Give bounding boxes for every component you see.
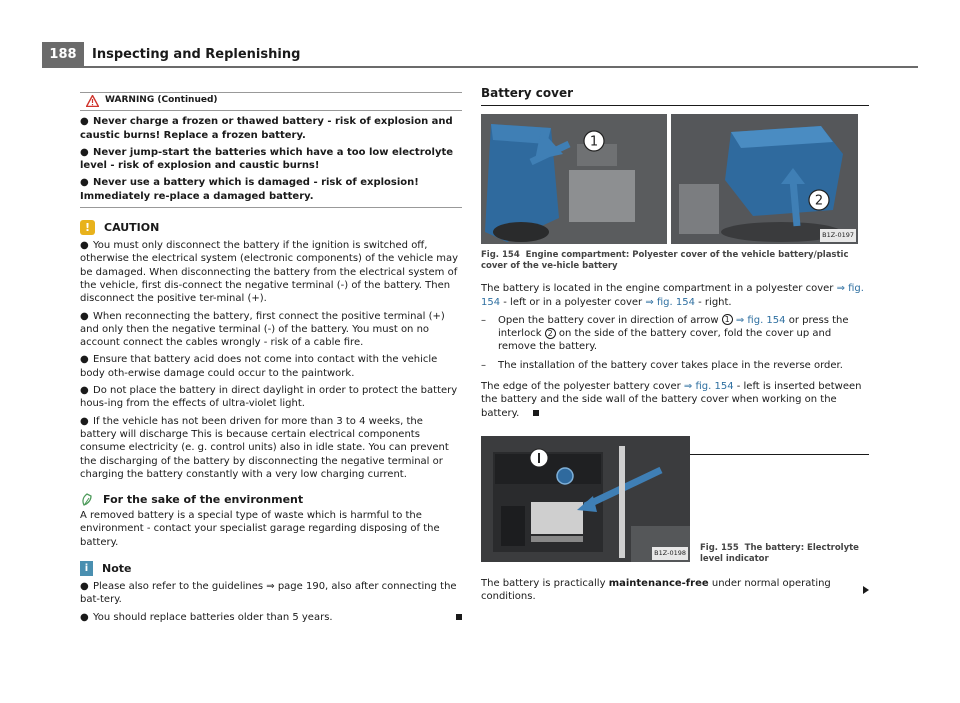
bullet-glyph: ● xyxy=(80,310,89,322)
bullet-glyph: ● xyxy=(80,611,89,623)
caution-item xyxy=(80,239,462,305)
caption-number: Fig. 155 xyxy=(700,543,739,553)
step-text: The installation of the battery cover takes place in the reverse order. xyxy=(498,359,843,371)
caution-item-text: Do not place the battery in direct daylight in order to protect the battery hous-ing from the effects of ultra-violet light. xyxy=(80,385,458,410)
intro-text: - left or in a polyester cover xyxy=(500,296,646,308)
callout-2-label: 2 xyxy=(814,193,824,209)
figure-id: B1Z-0198 xyxy=(652,547,688,560)
bullet-glyph: ● xyxy=(80,146,89,158)
section-rule xyxy=(481,105,869,106)
warning-item-text: Never charge a frozen or thawed battery - risk of explosion and caustic burns! Replace a frozen battery. xyxy=(80,116,453,141)
battery-cover-title: Battery cover xyxy=(481,86,574,100)
warning-item xyxy=(80,115,462,142)
step-text-part: Open the battery cover in direction of arrow xyxy=(498,314,722,326)
battery-illustration xyxy=(481,436,690,562)
caution-heading-text: CAUTION xyxy=(104,220,160,234)
outro-text: The edge of the polyester battery cover xyxy=(481,381,684,393)
figure-154-caption xyxy=(481,250,869,271)
environment-heading-text: For the sake of the environment xyxy=(103,493,304,507)
caption-text: Engine compartment: Polyester cover of the vehicle battery/plastic cover of the ve-hicle battery xyxy=(481,250,849,271)
section-end-marker xyxy=(533,410,539,416)
step-text-part: or press the interlock xyxy=(498,314,849,340)
header-rule xyxy=(42,66,918,68)
figure-154-photo xyxy=(481,114,858,244)
warning-item xyxy=(80,176,462,203)
page-header-title: Inspecting and Replenishing xyxy=(92,47,301,62)
note-heading xyxy=(80,561,462,576)
battery-cover-intro xyxy=(481,282,869,309)
caution-icon: ! xyxy=(80,220,95,235)
maintenance-free-emphasis: maintenance-free xyxy=(608,578,709,589)
note-item-text: You should replace batteries older than 5 years. xyxy=(93,611,333,623)
caution-item-text: Ensure that battery acid does not come into contact with the vehicle body oth-erwise damage could occur to the paintwork. xyxy=(80,354,438,379)
warning-item-text: Never jump-start the batteries which have a too low electrolyte level - risk of explosion and caustic burns! xyxy=(80,146,454,172)
warning-item xyxy=(80,146,462,173)
bullet-glyph: ● xyxy=(80,581,89,593)
environment-heading xyxy=(80,493,462,507)
fig-154-link[interactable]: ⇒ fig. 154 xyxy=(645,296,695,308)
left-column xyxy=(80,92,462,624)
battery-cover-outro xyxy=(481,380,869,420)
step-text xyxy=(498,314,869,354)
note-item xyxy=(80,580,462,607)
environment-text: A removed battery is a special type of waste which is harmful to the environment - contact your specialist garage regarding disposing of the battery. xyxy=(80,510,440,548)
caution-item-text: When reconnecting the battery, first connect the positive terminal (+) and only then the negative terminal (-) of the battery. You must on no account connect the cables wrongly - risk of a cable fire. xyxy=(80,310,445,349)
bullet-glyph: ● xyxy=(80,116,89,128)
step-text-part: on the side of the battery cover, fold the cover up and remove the battery. xyxy=(498,328,832,353)
intro-text: - right. xyxy=(694,296,732,308)
step-item xyxy=(481,314,869,354)
info-icon: i xyxy=(80,561,93,576)
note-heading-text: Note xyxy=(102,561,132,575)
dash-glyph: – xyxy=(481,314,486,326)
control-text-part: The battery is practically xyxy=(481,578,609,589)
right-column xyxy=(481,86,869,603)
control-text-part: under normal operating conditions. xyxy=(481,578,831,603)
warning-item-text: Never use a battery which is damaged - risk of explosion! Immediately re-place a damaged battery. xyxy=(80,177,419,202)
warning-heading-text: WARNING (Continued) xyxy=(105,95,218,105)
bullet-glyph: ● xyxy=(80,385,89,397)
fig-154-link[interactable]: ⇒ fig. 154 xyxy=(735,314,786,326)
warning-heading xyxy=(80,93,462,111)
caption-text: The battery: Electrolyte level indicator xyxy=(700,543,859,564)
figure-155-photo xyxy=(481,436,690,562)
caution-heading xyxy=(80,220,462,235)
bullet-glyph: ● xyxy=(80,240,89,252)
bullet-glyph: ● xyxy=(80,415,89,427)
note-item-text: Please also refer to the guidelines ⇒ page 190, also after connecting the bat-tery. xyxy=(80,581,457,606)
caution-item xyxy=(80,384,462,411)
intro-text: The battery is located in the engine compartment in a polyester cover xyxy=(481,283,837,295)
dash-glyph: – xyxy=(481,359,486,371)
bullet-glyph: ● xyxy=(80,354,89,366)
bullet-glyph: ● xyxy=(80,177,89,189)
step-item xyxy=(481,359,869,372)
caution-item xyxy=(80,415,462,481)
warning-triangle-icon xyxy=(86,95,99,107)
caution-item xyxy=(80,353,462,380)
battery-control-text xyxy=(481,577,869,604)
continue-arrow-icon xyxy=(863,586,869,594)
section-end-marker xyxy=(456,614,462,620)
note-item xyxy=(80,611,462,624)
callout-1-marker: 1 xyxy=(722,314,733,325)
caution-item xyxy=(80,310,462,350)
fig-154-link[interactable]: ⇒ fig. 154 xyxy=(683,381,734,393)
page-number: 188 xyxy=(42,42,84,67)
caution-item-text: If the vehicle has not been driven for more than 3 to 4 weeks, the battery will discharge This is because certain electrical components consume electricity (e. g. control units) also in idle state. You can prevent the discharging of the battery by disconnecting the negative terminal or charging the battery constantly with a very low charging current. xyxy=(80,415,449,480)
warning-box xyxy=(80,92,462,208)
fig-154-link[interactable]: ⇒ fig. 154 xyxy=(481,283,864,308)
figure-155-caption xyxy=(700,543,865,564)
callout-2-marker: 2 xyxy=(545,328,556,339)
recycle-leaf-icon xyxy=(80,493,94,507)
caption-number: Fig. 154 xyxy=(481,250,520,261)
outro-text: - left is inserted between the battery and the side wall of the battery cover when working on the battery. xyxy=(481,381,862,419)
callout-1-label: 1 xyxy=(589,134,599,150)
figure-id: B1Z-0197 xyxy=(820,229,856,242)
caution-item-text: You must only disconnect the battery if the ignition is switched off, otherwise the electrical system (electronic components) of the vehicle may be damaged. When disconnecting the battery from the electrical system of the vehicle, first dis-connect the negative terminal (-) of the battery. Then disconnect the positive ter-minal (+). xyxy=(80,240,459,305)
engine-compartment-illustration xyxy=(481,114,858,244)
